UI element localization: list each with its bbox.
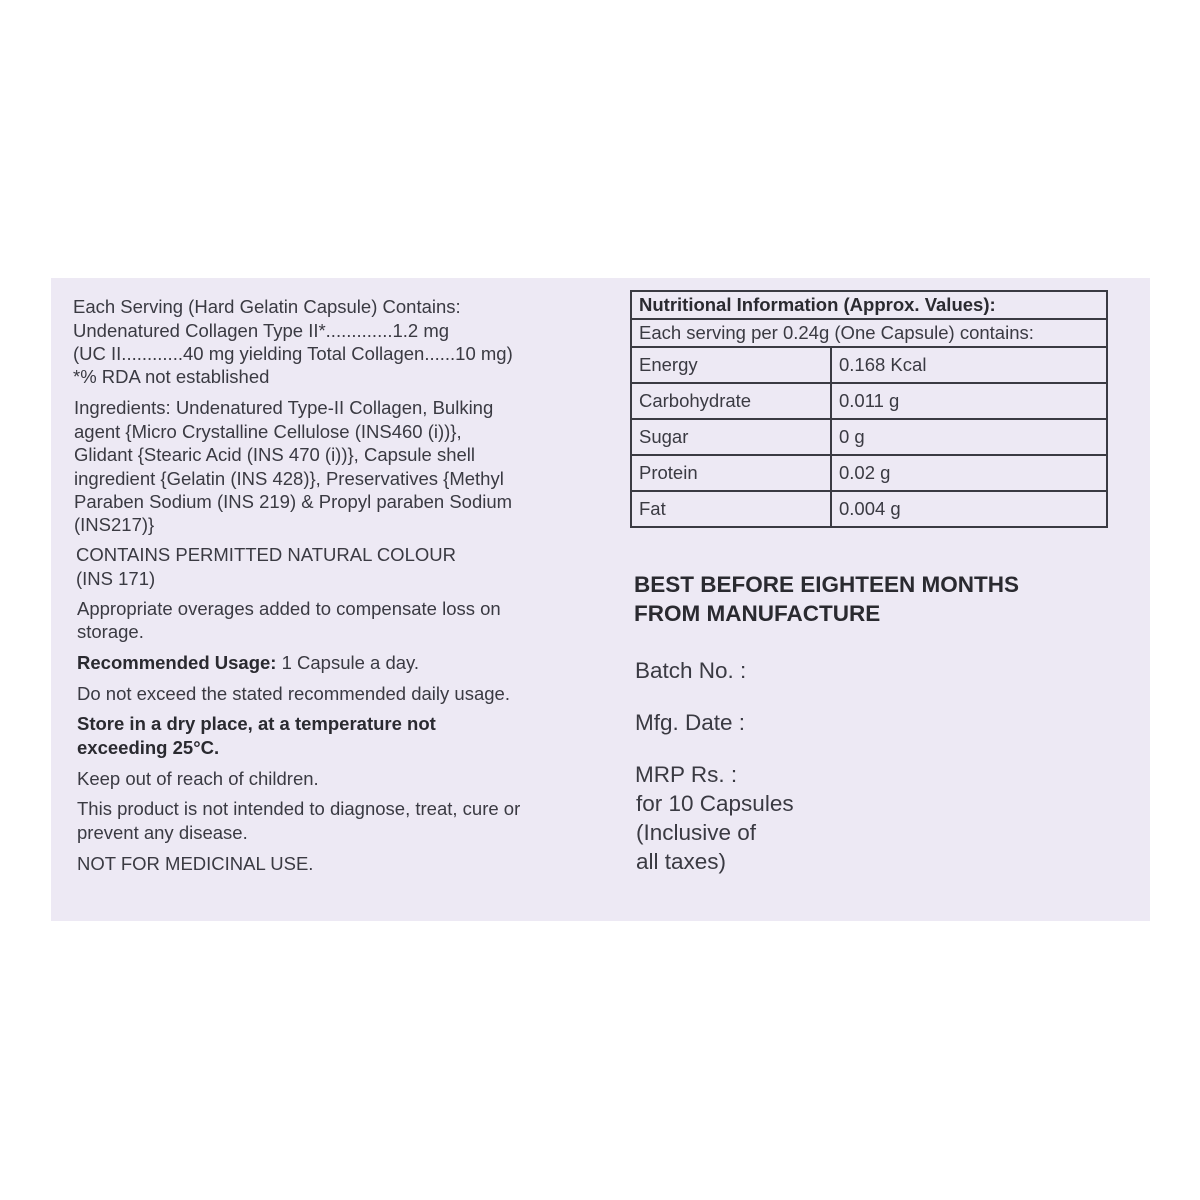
nutrient-label: Sugar (631, 419, 831, 455)
children-warning: Keep out of reach of children. (77, 768, 319, 789)
product-label-panel (51, 278, 1150, 921)
exceed-warning: Do not exceed the stated recommended daily usage. (77, 683, 510, 704)
best-before-line-1: BEST BEFORE EIGHTEEN MONTHS (634, 572, 1020, 597)
colour-line-2: (INS 171) (76, 568, 156, 589)
nutrition-row (631, 455, 1107, 491)
mrp-quantity: for 10 Capsules (636, 791, 794, 816)
ingredients-line-4: ingredient {Gelatin (INS 428)}, Preservatives {Methyl (74, 468, 504, 489)
nutrient-label: Protein (631, 455, 831, 491)
overages-line-1: Appropriate overages added to compensate loss on (77, 598, 501, 619)
nutrient-label: Energy (631, 347, 831, 383)
label-left-column (51, 278, 611, 921)
storage-line-2: exceeding 25°C. (77, 737, 220, 758)
batch-number-label: Batch No. : (635, 658, 747, 683)
nutrition-table (630, 290, 1108, 528)
nutrient-value: 0.168 Kcal (831, 347, 1107, 383)
storage-line-1: Store in a dry place, at a temperature not (77, 713, 436, 734)
ingredients-line-2: agent {Micro Crystalline Cellulose (INS460 (i))}, (74, 421, 462, 442)
nutrition-row (631, 419, 1107, 455)
mfg-date-label: Mfg. Date : (635, 710, 746, 735)
mrp-tax-line-1: (Inclusive of (636, 820, 757, 845)
nutrition-title-row (631, 291, 1107, 319)
best-before-notice (634, 570, 1019, 628)
usage-label: Recommended Usage: (77, 652, 277, 673)
not-medicinal-note: NOT FOR MEDICINAL USE. (77, 853, 314, 874)
disclaimer-line-2: prevent any disease. (77, 822, 248, 843)
best-before-line-2: FROM MANUFACTURE (634, 601, 881, 626)
rda-note: *% RDA not established (73, 366, 270, 387)
nutrient-label: Carbohydrate (631, 383, 831, 419)
disclaimer-line-1: This product is not intended to diagnose, treat, cure or (77, 798, 521, 819)
nutrient-value: 0.02 g (831, 455, 1107, 491)
nutrient-value: 0.004 g (831, 491, 1107, 527)
ingredients-line-6: (INS217)} (74, 514, 155, 535)
ingredients-line-1: Ingredients: Undenatured Type-II Collagen, Bulking (74, 397, 494, 418)
nutrition-subtitle-row (631, 319, 1107, 347)
mrp-tax-line-2: all taxes) (636, 849, 727, 874)
overages-line-2: storage. (77, 621, 144, 642)
ingredients-line-5: Paraben Sodium (INS 219) & Propyl paraben Sodium (74, 491, 513, 512)
nutrition-title: Nutritional Information (Approx. Values): (631, 291, 1107, 319)
usage-value: 1 Capsule a day. (276, 652, 420, 673)
ingredients-line-3: Glidant {Stearic Acid (INS 470 (i))}, Capsule shell (74, 444, 476, 465)
nutrition-row (631, 383, 1107, 419)
recommended-usage (77, 651, 419, 675)
serving-line-3: (UC II............40 mg yielding Total Collagen......10 mg) (73, 343, 513, 364)
nutrition-row (631, 347, 1107, 383)
nutrient-label: Fat (631, 491, 831, 527)
serving-line-1: Each Serving (Hard Gelatin Capsule) Contains: (73, 296, 461, 317)
mrp-label: MRP Rs. : (635, 762, 738, 787)
nutrient-value: 0.011 g (831, 383, 1107, 419)
serving-line-2: Undenatured Collagen Type II*.............1.2 mg (73, 320, 450, 341)
nutrition-subtitle: Each serving per 0.24g (One Capsule) contains: (631, 319, 1107, 347)
nutrient-value: 0 g (831, 419, 1107, 455)
colour-line-1: CONTAINS PERMITTED NATURAL COLOUR (76, 544, 456, 565)
nutrition-row (631, 491, 1107, 527)
